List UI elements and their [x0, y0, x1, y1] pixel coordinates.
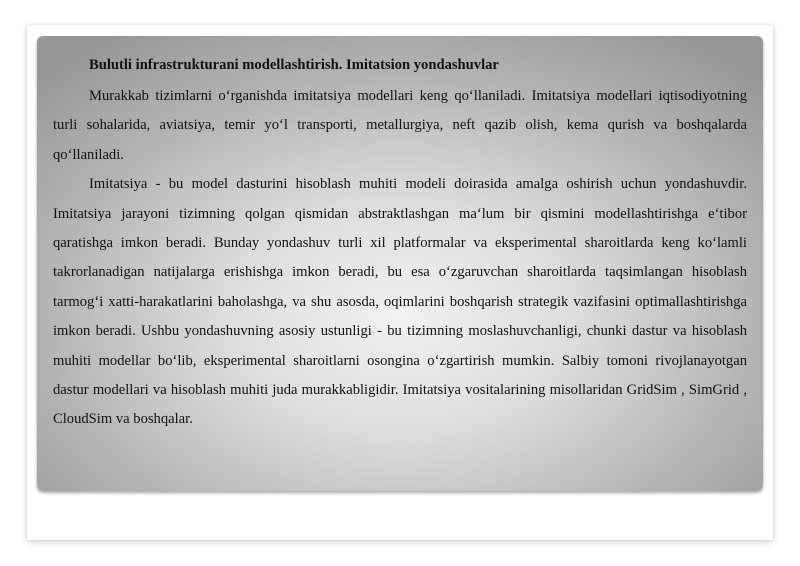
paragraph-1: Murakkab tizimlarni o‘rganishda imitatsiya modellari keng qo‘llaniladi. Imitatsiya modellari iqtisodiyotning turli sohalarida, aviatsiya, temir yo‘l transporti, metallurgiya, neft qazib olish, kema qurish va boshqalarda qo‘llaniladi. [53, 88, 747, 163]
paragraph-2: Imitatsiya - bu model dasturini hisoblash muhiti modeli doirasida amalga oshirish uchun yondashuvdir. Imitatsiya jarayoni tizimning qolgan qismidan abstraktlashgan ma‘lum bir qismini modellashtirishga e‘tibor qaratishga imkon beradi. Bunday yondashuv turli xil platformalar va eksperimental sharoitlarda keng ko‘lamli takrorlanadigan natijalarga erishishga imkon beradi, bu esa o‘zgaruvchan sharoitlarda taqsimlangan hisoblash tarmog‘i xatti-harakatlarini baholashga, va shu asosda, oqimlarini boshqarish strategik vazifasini optimallashtirishga imkon beradi. Ushbu yondashuvning asosiy ustunligi - bu tizimning moslashuvchanligi, chunki dastur va hisoblash muhiti modellar bo‘lib, eksperimental sharoitlarni osongina o‘zgartirish mumkin. Salbiy tomoni rivojlanayotgan dastur modellari va hisoblash muhiti juda murakkabligidir. Imitatsiya vositalarining misollaridan GridSim , SimGrid , CloudSim va boshqalar. [53, 176, 747, 428]
slide-page [27, 25, 773, 540]
document-body [53, 53, 747, 435]
content-panel [37, 36, 763, 491]
document-heading: Bulutli infrastrukturani modellashtirish. Imitatsion yondashuvlar [89, 57, 499, 73]
